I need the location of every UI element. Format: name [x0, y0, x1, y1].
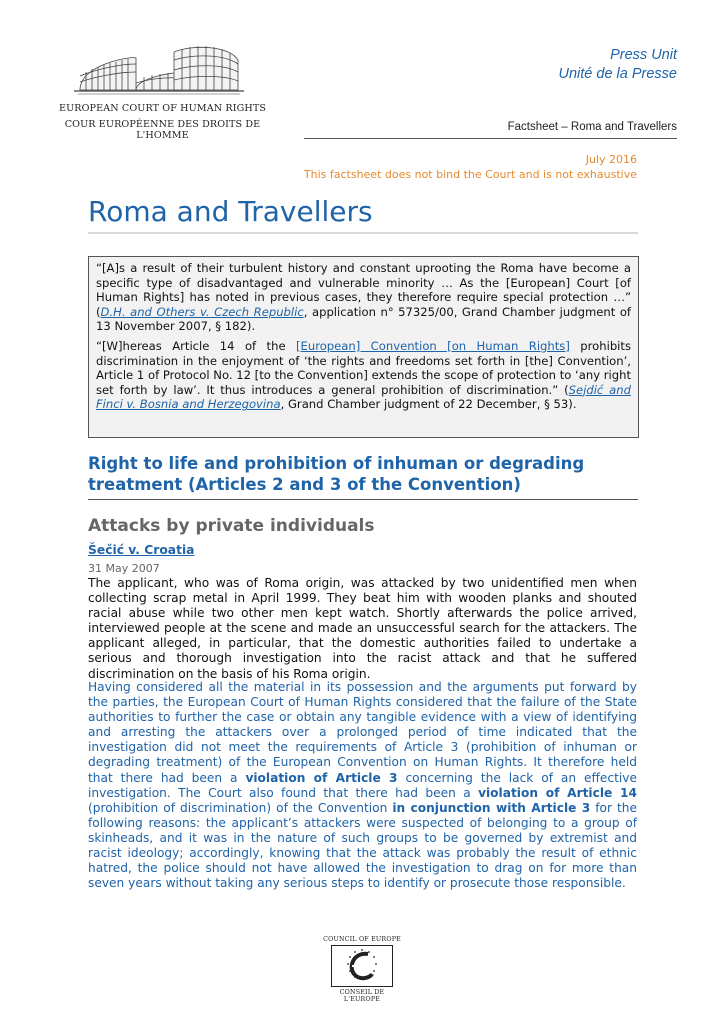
sejdic-finci-link[interactable]: Sejdić and Finci v. Bosnia and Herzegovina: [96, 382, 631, 412]
section-heading: Right to life and prohibition of inhuman or degrading treatment (Articles 2 and 3 of the Convention): [88, 454, 585, 494]
judgment-text-a: Having considered all the material in its possession and the arguments put forward by the parties, the European Court of Human Rights considered that the failure of the State authorities to further the case or obtain any tangible evidence with a view of identifying and arresting the attackers over a prolonged period of time indicated that the investigation did not meet the requirements of Article 3 (prohibition of inhuman or degrading treatment) of the European Convention on Human Rights. It therefore held that there had been a: [88, 680, 637, 785]
quote-2-text-b: prohibits discrimination in the enjoyment of ‘the rights and freedoms set forth in [the] Convention’, Article 1 of Protocol No. 12 [to the Convention] extends the scope of protection to ‘any right set forth by law’. It thus introduces a general prohibition of discrimination.” (: [96, 338, 631, 397]
quote-1-text: “[A]s a result of their turbulent history and constant uprooting the Roma have become a specific type of disadvantaged and vulnerable minority … As the [European] Court [of Human Rights] has noted in previous cases, they therefore require special protection …” (: [96, 261, 631, 319]
coe-name-fr: CONSEIL DE L'EUROPE: [339, 989, 385, 1003]
judgment-text-b: concerning the lack of an effective investigation. The Court also found that there had been a: [88, 770, 638, 800]
judgment-bold-2: violation of Article 14: [478, 785, 637, 800]
court-logo: [40, 42, 285, 141]
title-divider: [88, 232, 638, 234]
publication-date: July 2016: [585, 153, 637, 166]
date-info: [304, 153, 637, 182]
disclaimer: This factsheet does not bind the Court and is not exhaustive: [303, 167, 637, 181]
case-judgment: [88, 680, 637, 891]
section-divider: [88, 499, 638, 500]
dh-v-czech-link[interactable]: D.H. and Others v. Czech Republic: [100, 304, 304, 319]
factsheet-label: Factsheet – Roma and Travellers: [507, 121, 677, 133]
convention-link[interactable]: [European] Convention [on Human Rights]: [296, 338, 570, 353]
court-name-en: EUROPEAN COURT OF HUMAN RIGHTS: [58, 103, 267, 114]
quote-box: [88, 256, 639, 438]
coe-emblem-icon: [331, 945, 393, 987]
header-divider: [304, 138, 677, 139]
quote-1: [96, 261, 631, 334]
quote-2-text-a: “[W]hereas Article 14 of the: [96, 338, 296, 353]
coe-name-en: COUNCIL OF EUROPE: [323, 936, 401, 943]
case-title-link[interactable]: Šečić v. Croatia: [88, 543, 195, 557]
sub-heading: Attacks by private individuals: [88, 516, 375, 536]
quote-1-tail: , application n° 57325/00, Grand Chamber judgment of 13 November 2007, § 182).: [96, 304, 631, 334]
quote-2: [96, 339, 631, 412]
council-of-europe-logo: [322, 936, 402, 1003]
judgment-text-d: for the following reasons: the applicant’s attackers were suspected of belonging to a group of skinheads, and it was in the nature of such groups to be governed by extremist and racist ideology; accordingly, knowing that the attack was probably the result of ethnic hatred, the police should not have allowed the investigation to drag on for more than seven years without taking any serious steps to identify or prosecute those responsible.: [88, 800, 637, 891]
press-unit-en: Press Unit: [610, 47, 677, 63]
press-unit-fr: Unité de la Presse: [558, 66, 677, 82]
judgment-bold-1: violation of Article 3: [245, 770, 398, 785]
case-facts: The applicant, who was of Roma origin, was attacked by two unidentified men when collecting scrap metal in April 1999. They beat him with wooden planks and shouted racial abuse while two other men kept watch. Shortly afterwards the police arrived, interviewed people at the scene and made an unsuccessful search for the attackers. The applicant alleged, in particular, that the domestic authorities failed to undertake a serious and thorough investigation into the racist attack and that he suffered discrimination on the basis of his Roma origin.: [88, 576, 637, 681]
judgment-text-c: (prohibition of discrimination) of the Convention: [88, 800, 393, 815]
case-date: 31 May 2007: [88, 562, 160, 575]
judgment-bold-3: in conjunction with Article 3: [392, 800, 591, 815]
press-unit: [559, 46, 677, 84]
court-name-fr: COUR EUROPÉENNE DES DROITS DE L'HOMME: [64, 119, 261, 141]
quote-2-tail: , Grand Chamber judgment of 22 December, § 53).: [280, 397, 577, 412]
page-title: Roma and Travellers: [88, 195, 373, 228]
court-building-icon: [74, 42, 244, 100]
